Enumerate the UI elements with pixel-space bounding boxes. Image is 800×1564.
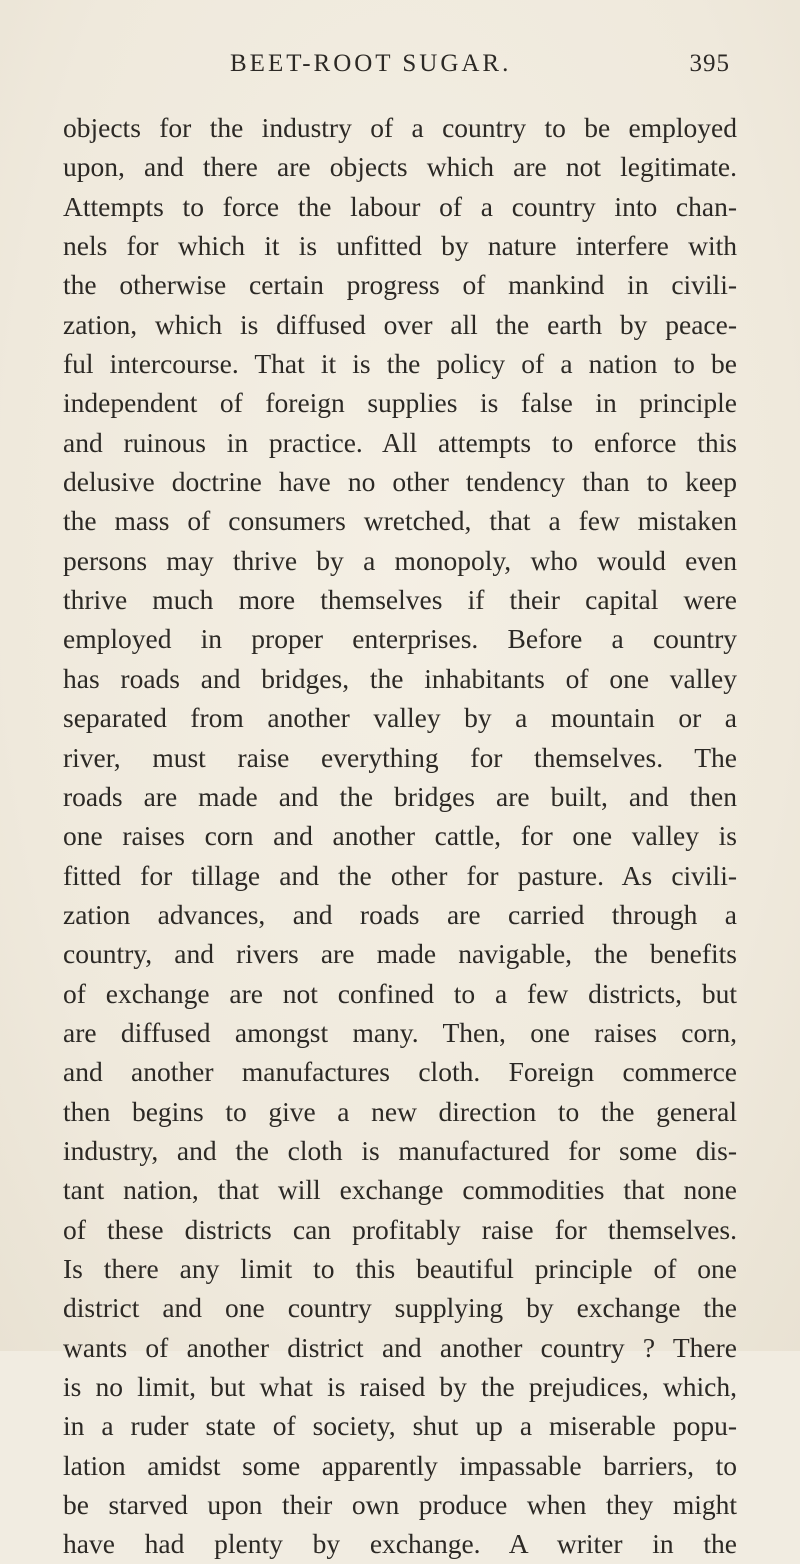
text-line: employed in proper enterprises. Before a country (63, 623, 737, 655)
running-head (230, 50, 730, 84)
text-line: nels for which it is unfitted by nature interfere with (63, 230, 737, 262)
text-line: Attempts to force the labour of a country into chan- (63, 190, 737, 222)
text-line: of exchange are not confined to a few districts, but (63, 977, 737, 1009)
text-line: ful intercourse. That it is the policy of a nation to be (63, 348, 737, 380)
text-line: one raises corn and another cattle, for one valley is (63, 820, 737, 852)
text-line: thrive much more themselves if their capital were (63, 584, 737, 616)
text-line: Is there any limit to this beautiful principle of one (63, 1252, 737, 1284)
text-line: the otherwise certain progress of mankind in civili- (63, 269, 737, 301)
text-line: independent of foreign supplies is false in principle (63, 387, 737, 419)
text-line: roads are made and the bridges are built, and then (63, 780, 737, 812)
text-line: then begins to give a new direction to the general (63, 1095, 737, 1127)
text-line: fitted for tillage and the other for pasture. As civili- (63, 859, 737, 891)
text-line: river, must raise everything for themselves. The (63, 741, 737, 773)
text-line: persons may thrive by a monopoly, who would even (63, 544, 737, 576)
text-line: be starved upon their own produce when they might (63, 1489, 737, 1521)
text-line: of these districts can profitably raise for themselves. (63, 1213, 737, 1245)
text-line: and another manufactures cloth. Foreign commerce (63, 1056, 737, 1088)
text-line: has roads and bridges, the inhabitants of one valley (63, 662, 737, 694)
text-line: wants of another district and another country ? There (63, 1331, 737, 1363)
body-text (63, 108, 737, 1564)
text-line: district and one country supplying by exchange the (63, 1292, 737, 1324)
text-line: is no limit, but what is raised by the prejudices, which, (63, 1371, 737, 1402)
text-line: have had plenty by exchange. A writer in the (63, 1528, 737, 1560)
text-line: zation advances, and roads are carried through a (63, 898, 737, 930)
text-line: separated from another valley by a mountain or a (63, 702, 737, 734)
text-line: upon, and there are objects which are not legitimate. (63, 151, 737, 183)
running-title: BEET-ROOT SUGAR. (230, 50, 512, 77)
text-line: zation, which is diffused over all the earth by peace- (63, 308, 737, 340)
text-line: the mass of consumers wretched, that a few mistaken (63, 505, 737, 537)
text-line: objects for the industry of a country to be employed (63, 112, 737, 143)
text-line: delusive doctrine have no other tendency than to keep (63, 466, 737, 498)
text-line: industry, and the cloth is manufactured for some dis- (63, 1134, 737, 1166)
text-line: country, and rivers are made navigable, the benefits (63, 938, 737, 970)
text-line: and ruinous in practice. All attempts to enforce this (63, 426, 737, 458)
text-line: lation amidst some apparently impassable barriers, to (63, 1449, 737, 1481)
text-line: in a ruder state of society, shut up a miserable popu- (63, 1410, 737, 1442)
text-line: are diffused amongst many. Then, one raises corn, (63, 1016, 737, 1048)
page-number: 395 (689, 50, 730, 77)
text-line: tant nation, that will exchange commodities that none (63, 1174, 737, 1206)
